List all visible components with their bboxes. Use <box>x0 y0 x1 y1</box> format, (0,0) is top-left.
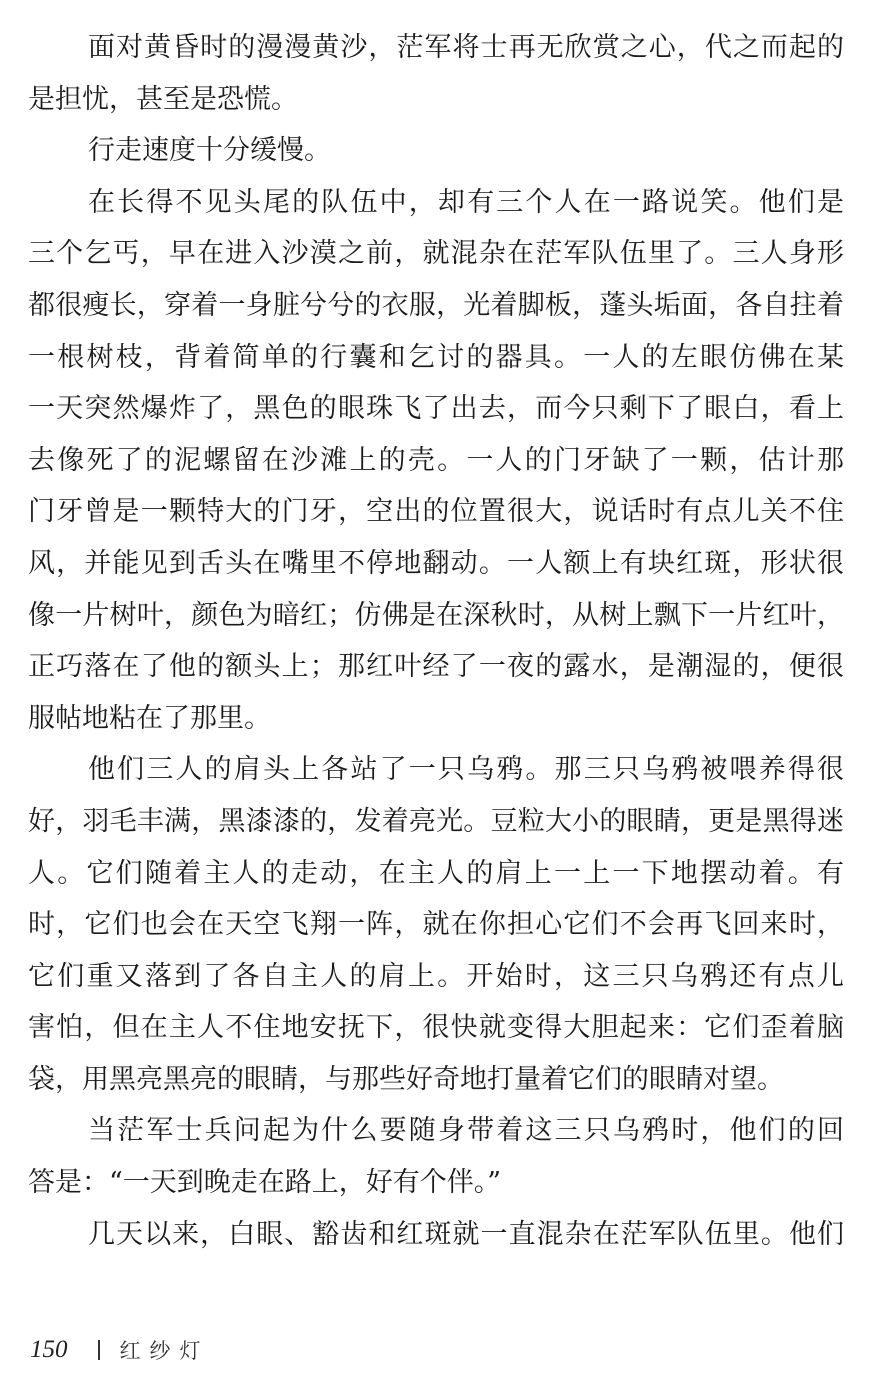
text-line: 他们三人的肩头上各站了一只乌鸦。那三只乌鸦被喂养得很 <box>88 754 844 786</box>
text-line: 三个乞丐，早在进入沙漠之前，就混杂在茫军队伍里了。三人身形 <box>28 238 844 270</box>
text-line: 面对黄昏时的漫漫黄沙，茫军将士再无欣赏之心，代之而起的 <box>88 32 844 63</box>
text-line: 去像死了的泥螺留在沙滩上的壳。一人的门牙缺了一颗，估计那 <box>28 444 844 476</box>
page-footer <box>30 1333 210 1367</box>
page-body <box>28 22 844 1260</box>
text-line: 好，羽毛丰满，黑漆漆的，发着亮光。豆粒大小的眼睛，更是黑得迷 <box>28 805 844 837</box>
text-line: 门牙曾是一颗特大的门牙，空出的位置很大，说话时有点儿关不住 <box>28 496 844 528</box>
text-line: 它们重又落到了各自主人的肩上。开始时，这三只乌鸦还有点儿 <box>28 960 844 992</box>
text-line: 一天突然爆炸了，黑色的眼珠飞了出去，而今只剩下了眼白，看上 <box>28 393 844 425</box>
text-line: 服帖地粘在了那里。 <box>28 702 271 734</box>
text-line: 答是：“一天到晚走在路上，好有个伴。” <box>28 1167 502 1199</box>
text-line: 几天以来，白眼、豁齿和红斑就一直混杂在茫军队伍里。他们 <box>88 1218 844 1250</box>
text-line: 风，并能见到舌头在嘴里不停地翻动。一人额上有块红斑，形状很 <box>28 547 844 579</box>
text-line: 人。它们随着主人的走动，在主人的肩上一上一下地摆动着。有 <box>28 857 844 889</box>
text-line: 当茫军士兵问起为什么要随身带着这三只乌鸦时，他们的回 <box>88 1115 844 1147</box>
text-line: 害怕，但在主人不住地安抚下，很快就变得大胆起来：它们歪着脑 <box>28 1012 844 1044</box>
text-line: 都很瘦长，穿着一身脏兮兮的衣服，光着脚板，蓬头垢面，各自拄着 <box>28 289 844 321</box>
text-line: 是担忧，甚至是恐慌。 <box>28 83 298 115</box>
footer-divider <box>98 1340 100 1360</box>
text-line: 行走速度十分缓慢。 <box>88 135 331 167</box>
text-line: 在长得不见头尾的队伍中，却有三个人在一路说笑。他们是 <box>88 186 844 218</box>
book-title: 红纱灯 <box>119 1339 210 1363</box>
text-line: 像一片树叶，颜色为暗红；仿佛是在深秋时，从树上飘下一片红叶， <box>28 599 844 631</box>
text-line: 袋，用黑亮黑亮的眼睛，与那些好奇地打量着它们的眼睛对望。 <box>28 1063 784 1095</box>
page-number: 150 <box>30 1336 68 1363</box>
text-line: 时，它们也会在天空飞翔一阵，就在你担心它们不会再飞回来时， <box>28 909 844 941</box>
text-line: 正巧落在了他的额头上；那红叶经了一夜的露水，是潮湿的，便很 <box>28 651 844 683</box>
text-line: 一根树枝，背着简单的行囊和乞讨的器具。一人的左眼仿佛在某 <box>28 341 844 373</box>
